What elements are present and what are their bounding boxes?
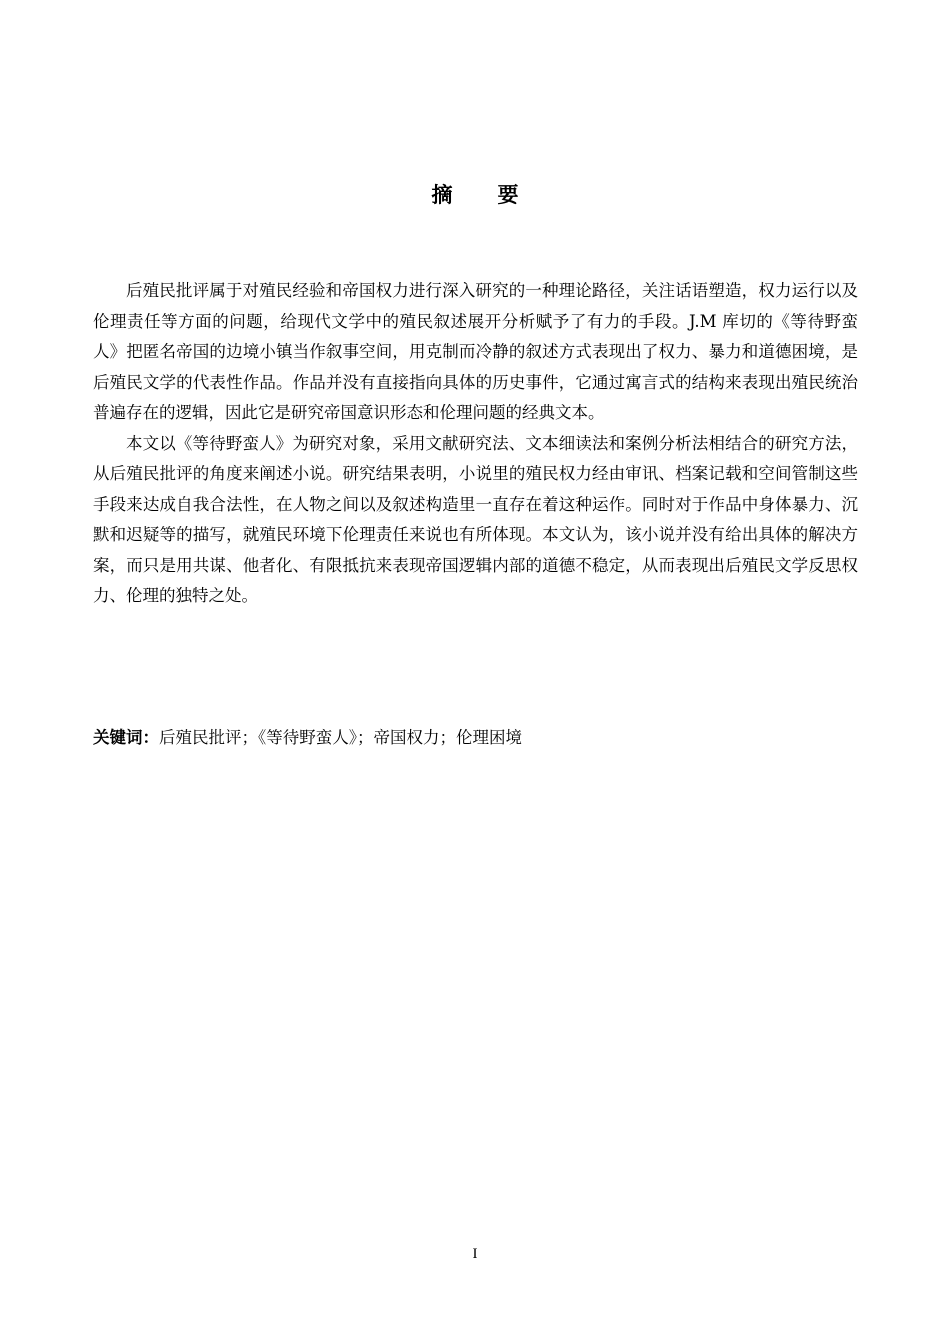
page-number: I (472, 1246, 478, 1262)
page-title: 摘 要 (431, 183, 538, 207)
keywords-text: 后殖民批评；《等待野蛮人》；帝国权力；伦理困境 (159, 728, 522, 747)
abstract-body (93, 276, 858, 612)
abstract-paragraph-2: 本文以《等待野蛮人》为研究对象，采用文献研究法、文本细读法和案例分析法相结合的研究方法，从后殖民批评的角度来阐述小说。研究结果表明，小说里的殖民权力经由审讯、档案记载和空间管制这些手段来达成自我合法性，在人物之间以及叙述构造里一直存在着这种运作。同时对于作品中身体暴力、沉默和迟疑等的描写，就殖民环境下伦理责任来说也有所体现。本文认为，该小说并没有给出具体的解决方案，而只是用共谋、他者化、有限抵抗来表现帝国逻辑内部的道德不稳定，从而表现出后殖民文学反思权力、伦理的独特之处。 (93, 433, 858, 605)
keywords-line (93, 723, 858, 753)
abstract-paragraph-1: 后殖民批评属于对殖民经验和帝国权力进行深入研究的一种理论路径，关注话语塑造，权力运行以及伦理责任等方面的问题，给现代文学中的殖民叙述展开分析赋予了有力的手段。J.M 库切的《等待野蛮人》把匿名帝国的边境小镇当作叙事空间，用克制而冷静的叙述方式表现出了权力、暴力和道德困境，是后殖民文学的代表性作品。作品并没有直接指向具体的历史事件，它通过寓言式的结构来表现出殖民统治普遍存在的逻辑，因此它是研究帝国意识形态和伦理问题的经典文本。 (93, 281, 858, 422)
keywords-label: 关键词： (93, 728, 159, 747)
